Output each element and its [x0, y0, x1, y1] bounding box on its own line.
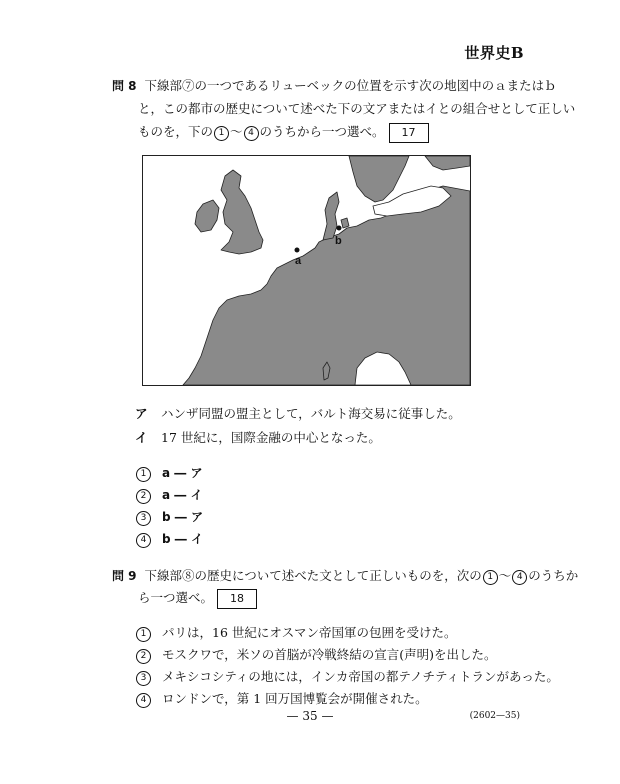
page-number: — 35 —	[286, 709, 334, 723]
option-number: 2	[136, 649, 151, 664]
q9-range-sep: ～	[498, 568, 512, 583]
document-code: (2602—35)	[469, 711, 520, 721]
scandinavia	[349, 156, 409, 202]
q8-text-line3-post: のうちから一つ選べ。	[259, 124, 385, 139]
q8-option-4[interactable]	[135, 530, 203, 548]
q9-number: 問 9	[112, 569, 137, 583]
option-number: 1	[136, 467, 151, 482]
q9-range-start: 1	[483, 570, 498, 585]
option-number: 4	[136, 693, 151, 708]
option-text: パリは，16 世紀にオスマン帝国軍の包囲を受けた。	[162, 625, 457, 640]
option-text: a ― ア	[162, 466, 203, 480]
q9-text-line1-pre: 下線部⑧の歴史について述べた文として正しいものを，次の	[144, 568, 482, 583]
q8-range-start: 1	[214, 126, 229, 141]
label-b: b	[335, 235, 342, 247]
option-text: メキシコシティの地には，インカ帝国の都テノチティトランがあった。	[162, 669, 559, 684]
q8-option-2[interactable]	[135, 486, 202, 504]
q9-range-end: 4	[512, 570, 527, 585]
q9-line-2	[138, 588, 257, 609]
q9-answer-box: 18	[217, 589, 257, 609]
option-number: 4	[136, 533, 151, 548]
q8-line-2: と，この都市の歴史について述べた下の文アまたはイとの組合せとして正しい	[138, 101, 576, 116]
q8-number: 問 8	[112, 79, 137, 93]
option-text: a ― イ	[162, 488, 203, 502]
q9-option-2[interactable]	[135, 646, 497, 664]
q8-range-end: 4	[244, 126, 259, 141]
jutland	[323, 192, 339, 240]
q8-text-line1: 下線部⑦の一つであるリューベックの位置を示す次の地図中のａまたはｂ	[144, 78, 557, 93]
statement-key: ア	[135, 406, 148, 421]
europe-map	[142, 155, 471, 386]
q9-text-line1-post: のうちか	[528, 568, 579, 583]
option-number: 3	[136, 671, 151, 686]
option-text: モスクワで，米ソの首脳が冷戦終結の宣言(声明)を出した。	[162, 647, 497, 662]
option-number: 2	[136, 489, 151, 504]
option-text: ロンドンで，第 1 回万国博覧会が開催された。	[162, 691, 428, 706]
finland-coast	[425, 156, 470, 170]
q8-line-1	[112, 76, 557, 96]
q8-text-line3-pre: ものを，下の	[138, 124, 214, 139]
q8-option-3[interactable]	[135, 508, 203, 526]
label-a: a	[295, 255, 302, 267]
q8-line-3	[138, 122, 429, 143]
option-text: b ― イ	[162, 532, 203, 546]
q9-option-3[interactable]	[135, 668, 559, 686]
option-number: 3	[136, 511, 151, 526]
statement-key: イ	[135, 430, 148, 445]
statement-a	[135, 405, 461, 423]
statement-text: ハンザ同盟の盟主として，バルト海交易に従事した。	[161, 406, 461, 421]
statement-text: 17 世紀に，国際金融の中心となった。	[161, 430, 381, 445]
q9-option-1[interactable]	[135, 624, 457, 642]
great-britain	[221, 170, 263, 254]
q8-answer-box: 17	[389, 123, 429, 143]
option-text: b ― ア	[162, 510, 203, 524]
europe-map-svg	[143, 156, 470, 385]
q9-line-1	[112, 566, 578, 586]
q8-range-sep: ～	[230, 124, 243, 139]
q8-option-1[interactable]	[135, 464, 202, 482]
subject-title: 世界史B	[464, 44, 524, 62]
ireland	[195, 200, 219, 232]
point-a-marker	[295, 248, 300, 253]
zealand	[341, 218, 349, 228]
q9-option-4[interactable]	[135, 690, 428, 708]
q9-text-line2: ら一つ選べ。	[138, 590, 214, 605]
statement-i	[135, 429, 381, 447]
point-b-marker	[337, 226, 342, 231]
option-number: 1	[136, 627, 151, 642]
